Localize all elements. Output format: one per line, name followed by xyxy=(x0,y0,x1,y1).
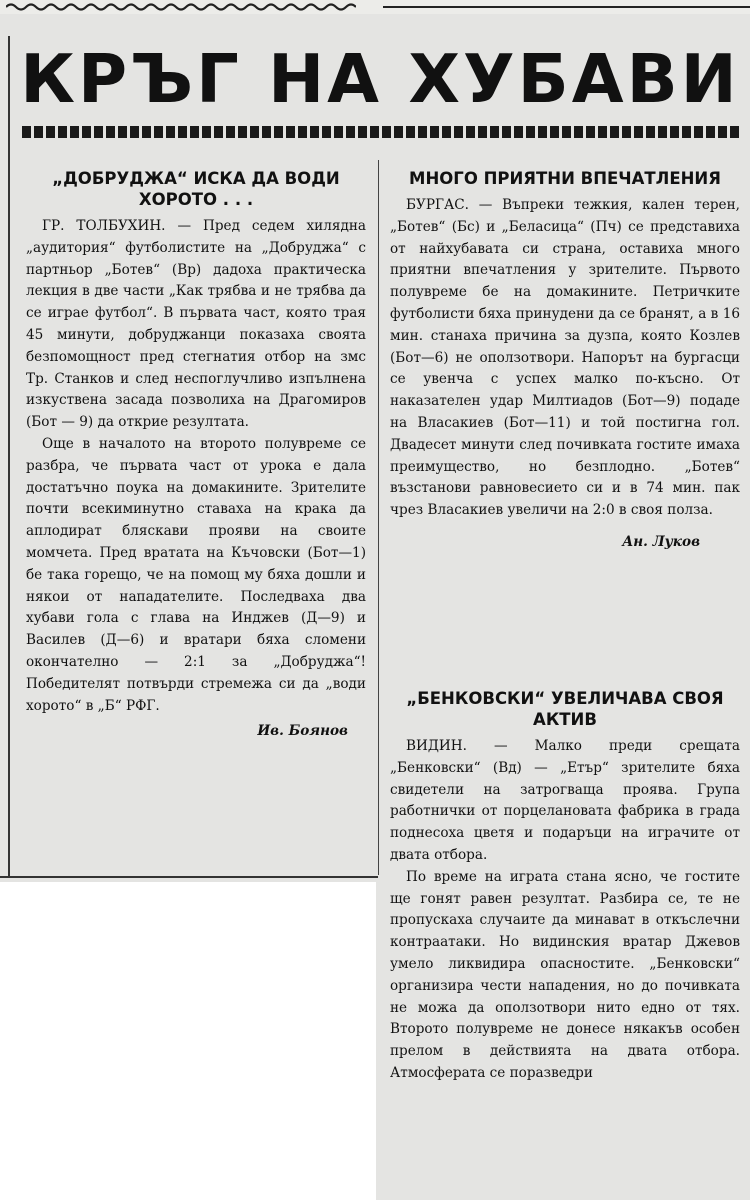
page-headline: КРЪГ НА ХУБАВИ xyxy=(20,40,740,118)
article-signature: Ан. Луков xyxy=(622,533,700,550)
wavy-border-ornament xyxy=(6,2,356,12)
article-paragraph: БУРГАС. — Въпреки тежкия, кален терен, „Ботев“ (Бс) и „Беласица“ (Пч) се представиха от найхубавата си страна, оставиха много приятни впечатления у зрителите. Първото полувреме бе на домакините. Петричките футболисти бяха принудени да се бранят, а в 16 мин. станаха причина за дузпа, която Козлев (Бот—6) не оползотвори. Напорът на бургасци се увенча с успех малко по-късно. От наказателен удар Милтиадов (Бот—9) подаде на Власакиев (Бот—11) и той постигна гол. Двадесет минути след почивката гостите имаха преимущество, но безплодно. „Ботев“ възстанови равновесието си и в 74 мин. пак чрез Власакиев увеличи на 2:0 в своя полза. xyxy=(390,197,740,519)
bottom-rule xyxy=(0,876,378,878)
article-title: „ДОБРУДЖА“ ИСКА ДА ВОДИ ХОРОТО . . . xyxy=(52,169,340,209)
article-title: „БЕНКОВСКИ“ УВЕЛИЧАВА СВОЯ АКТИВ xyxy=(406,689,724,729)
article-paragraph: По време на играта стана ясно, че гостите ще гонят равен резултат. Разбира се, те не пропускаха случаите да минават в откъслечни контраатаки. Но видинския вратар Джевов умело ликвидира опасностите. „Бенковски“ организира чести нападения, но до почивката не можа да оползотвори нито едно от тях. Второто полувреме не донесе някакъв особен прелом в действията на двата отбора. Атмосферата се поразведри xyxy=(390,868,740,1081)
article-paragraph: ГР. ТОЛБУХИН. — Пред седем хилядна „аудитория“ футболистите на „Добруджа“ с партньор „Ботев“ (Вр) дадоха практическа лекция в две части „Как трябва и не трябва да се играе футбол“. В първата част, която трая 45 минути, добруджанци показаха своята безпомощност пред стегнатия отбор на змс Тр. Станков и след неспоглучливо изпълнена изкуствена засада позволиха на Драгомиров (Бот — 9) да открие резултата. xyxy=(26,218,366,431)
article-paragraph: ВИДИН. — Малко преди срещата „Бенковски“ (Вд) — „Етър“ зрителите бяха свидетели на затрогваща проява. Група работнички от порцелановата фабрика в града поднесоха цветя и подаръци на играчите от двата отбора. xyxy=(390,738,740,863)
article-benkovski xyxy=(390,688,740,1085)
headline-dotted-rule xyxy=(22,126,742,138)
blank-area xyxy=(0,882,376,1200)
article-signature: Ив. Боянов xyxy=(257,723,348,740)
article-burgas xyxy=(390,168,740,554)
column-divider xyxy=(378,160,379,875)
top-rule xyxy=(383,6,750,8)
article-dobrudzha xyxy=(26,168,366,743)
article-paragraph: Още в началото на второто полувреме се разбра, че първата част от урока е дала достатъчно поука на домакините. Зрителите почти всекиминутно ставаха на крака да аплодират бляскави прояви на своите момчета. Пред вратата на Къчовски (Бот—1) бе така горещо, че на помощ му бяха дошли и някои от нападателите. Последваха два хубави гола с глава на Инджев (Д—9) и Василев (Д—6) и вратари бяха сломени окончателно — 2:1 за „Добруджа“! Победителят потвърди стремежа си да „води хорото“ в „Б“ РФГ. xyxy=(26,435,366,714)
left-border-rule xyxy=(8,36,10,876)
article-title: МНОГО ПРИЯТНИ ВПЕЧАТЛЕНИЯ xyxy=(409,169,721,188)
